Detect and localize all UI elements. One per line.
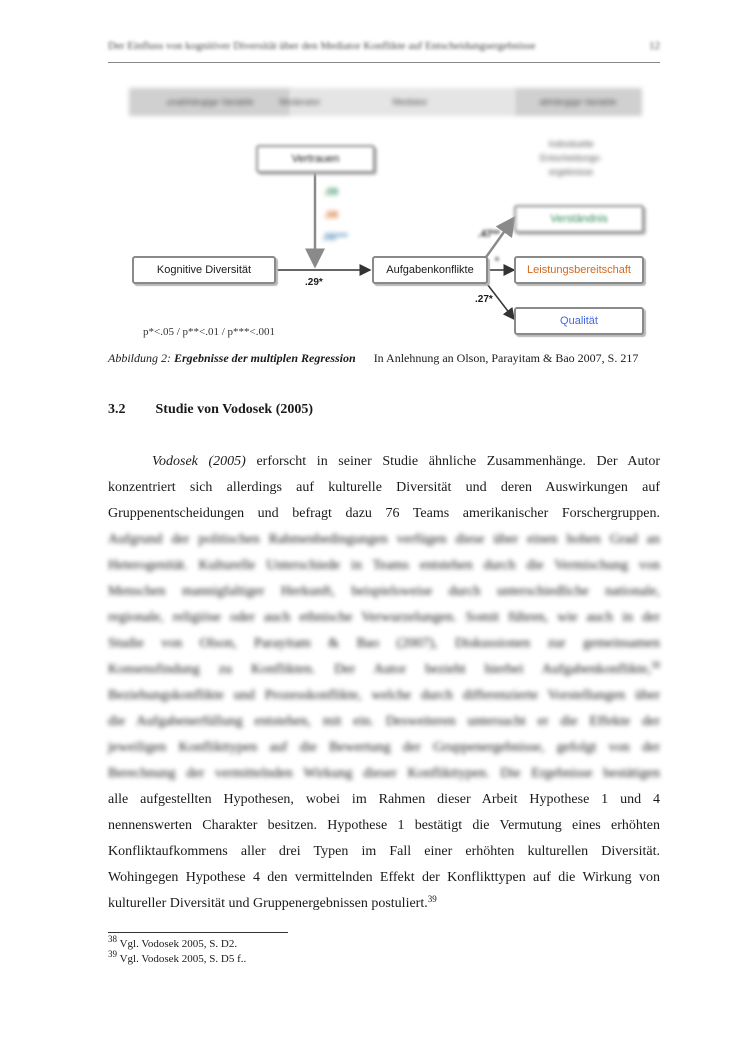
- moderator-coefficient-1: .09: [324, 187, 338, 198]
- footnote-rule: [108, 932, 288, 933]
- caption-title: Ergebnisse der multiplen Regression: [174, 351, 356, 365]
- moderator-box: Vertrauen: [256, 145, 375, 173]
- footnote-ref-39[interactable]: 39: [427, 894, 437, 904]
- footnote-text: Vgl. Vodosek 2005, S. D5 f..: [119, 953, 247, 965]
- blurred-line-1: Aufgrund der politischen Rahmenbedingungen verfügen diese über einen hohen Grad an: [108, 532, 660, 547]
- figure-caption: [108, 351, 668, 366]
- moderator-coefficient-2: .08: [324, 210, 338, 221]
- body-line-after-5: kultureller Diversität und Gruppenergebnissen postuliert.$^{39}$: [108, 894, 437, 911]
- section-title: Studie von Vodosek (2005): [155, 402, 314, 417]
- blurred-line-2: Heterogenität. Kulturelle Unterschiede in Teams entstehen durch die Vermischung von: [108, 558, 660, 573]
- caption-label: Abbildung 2:: [108, 351, 171, 365]
- page-number: 12: [649, 40, 660, 52]
- outcome-box-1: Verständnis: [514, 205, 644, 233]
- blurred-line-8: die Aufgabenerfüllung entstehen, mit ein. Desweiteren untersucht er die Effekte der: [108, 714, 660, 729]
- section-number: 3.2: [108, 402, 126, 417]
- column-header-mediator: Mediator: [392, 97, 428, 107]
- footnote-text: Vgl. Vodosek 2005, S. D2.: [119, 938, 238, 950]
- significance-note: p*<.05 / p**<.01 / p***<.001: [143, 326, 275, 338]
- blurred-line-9: jeweiligen Konflikttypen auf die Bewertung der Gruppenergebnisse, gefolgt von der: [108, 740, 660, 755]
- blurred-line-5: Studie von Olson, Parayitam & Bao (2007), Diskussionen zur gemeinsamen: [108, 636, 660, 651]
- path-coefficient-middle: *: [495, 256, 499, 267]
- regression-figure: [0, 0, 750, 345]
- blurred-line-6: Konsensfindung zu Konflikten. Der Autor bezieht hierbei Aufgabenkonflikte,$^{38}$: [108, 660, 660, 677]
- mediator-box: Aufgabenkonflikte: [372, 256, 488, 284]
- body-line-after-2: nennenswerten Charakter besitzen. Hypothese 1 bestätigt die Vermutung eines erhöhten: [108, 818, 660, 833]
- path-coefficient-bottom: .27*: [475, 294, 493, 305]
- path-coefficient-main: .29*: [305, 277, 323, 288]
- body-line-after-4: Wohingegen Hypothese 4 den vermittelnden Effekt der Konflikttypen auf die Wirkung von: [108, 870, 660, 885]
- path-coefficient-top: .47**: [478, 229, 500, 240]
- independent-variable-box: Kognitive Diversität: [132, 256, 276, 284]
- blurred-line-7: Beziehungskonflikte und Prozesskonflikte, welche durch differenzierte Vorstellungen über: [108, 688, 660, 703]
- footnote-number: 39: [108, 949, 117, 959]
- caption-source: In Anlehnung an Olson, Parayitam & Bao 2007, S. 217: [373, 351, 639, 365]
- outcome-box-3: Qualität: [514, 307, 644, 335]
- footnote-number: 38: [108, 934, 117, 944]
- outcome-heading: Individuelle Entscheidungs-ergebnisse: [539, 139, 603, 177]
- body-line-1: Vodosek (2005) erforscht in seiner Studie ähnliche Zusammenhänge. Der Autor: [152, 454, 661, 469]
- column-header-independent: unabhängige Variable: [129, 88, 291, 116]
- column-header-moderator: Moderator: [279, 97, 321, 107]
- footnote-ref-38[interactable]: 38: [651, 660, 660, 670]
- section-heading: [108, 402, 313, 418]
- cited-author: Vodosek (2005): [152, 454, 246, 469]
- body-line-after-3: Konfliktaufkommens aller drei Typen im Fall einer erhöhten kulturellen Diversität.: [108, 844, 660, 859]
- running-title: Der Einfluss von kognitiver Diversität über den Mediator Konflikte auf Entscheidungsergebnisse: [108, 40, 536, 52]
- body-line-3: Gruppenentscheidungen und befragt dazu 76 Teams amerikanischer Forschergruppen.: [108, 506, 660, 521]
- moderator-coefficient-3: .06***: [322, 232, 348, 243]
- blurred-line-10: Berechnung der vermittelnden Wirkung dieser Konflikttypen. Die Ergebnisse bestätigen: [108, 766, 660, 781]
- footnote-38: [108, 934, 238, 950]
- figure-arrows: [0, 0, 750, 345]
- outcome-box-2: Leistungsbereitschaft: [514, 256, 644, 284]
- footnote-39: [108, 949, 247, 965]
- body-line-after-1: alle aufgestellten Hypothesen, wobei im Rahmen dieser Arbeit Hypothese 1 und 4: [108, 792, 660, 807]
- blurred-line-4: regionale, religiöse oder auch ethnische Verwurzelungen. Somit führen, wie auch in der: [108, 610, 660, 625]
- body-line-2: konzentriert sich allerdings auf kulturelle Diversität und deren Auswirkungen auf: [108, 480, 660, 495]
- column-header-dependent: abhängige Variable: [514, 88, 642, 116]
- blurred-line-3: Menschen mannigfaltiger Herkunft, beispielsweise durch unterschiedliche nationale,: [108, 584, 660, 599]
